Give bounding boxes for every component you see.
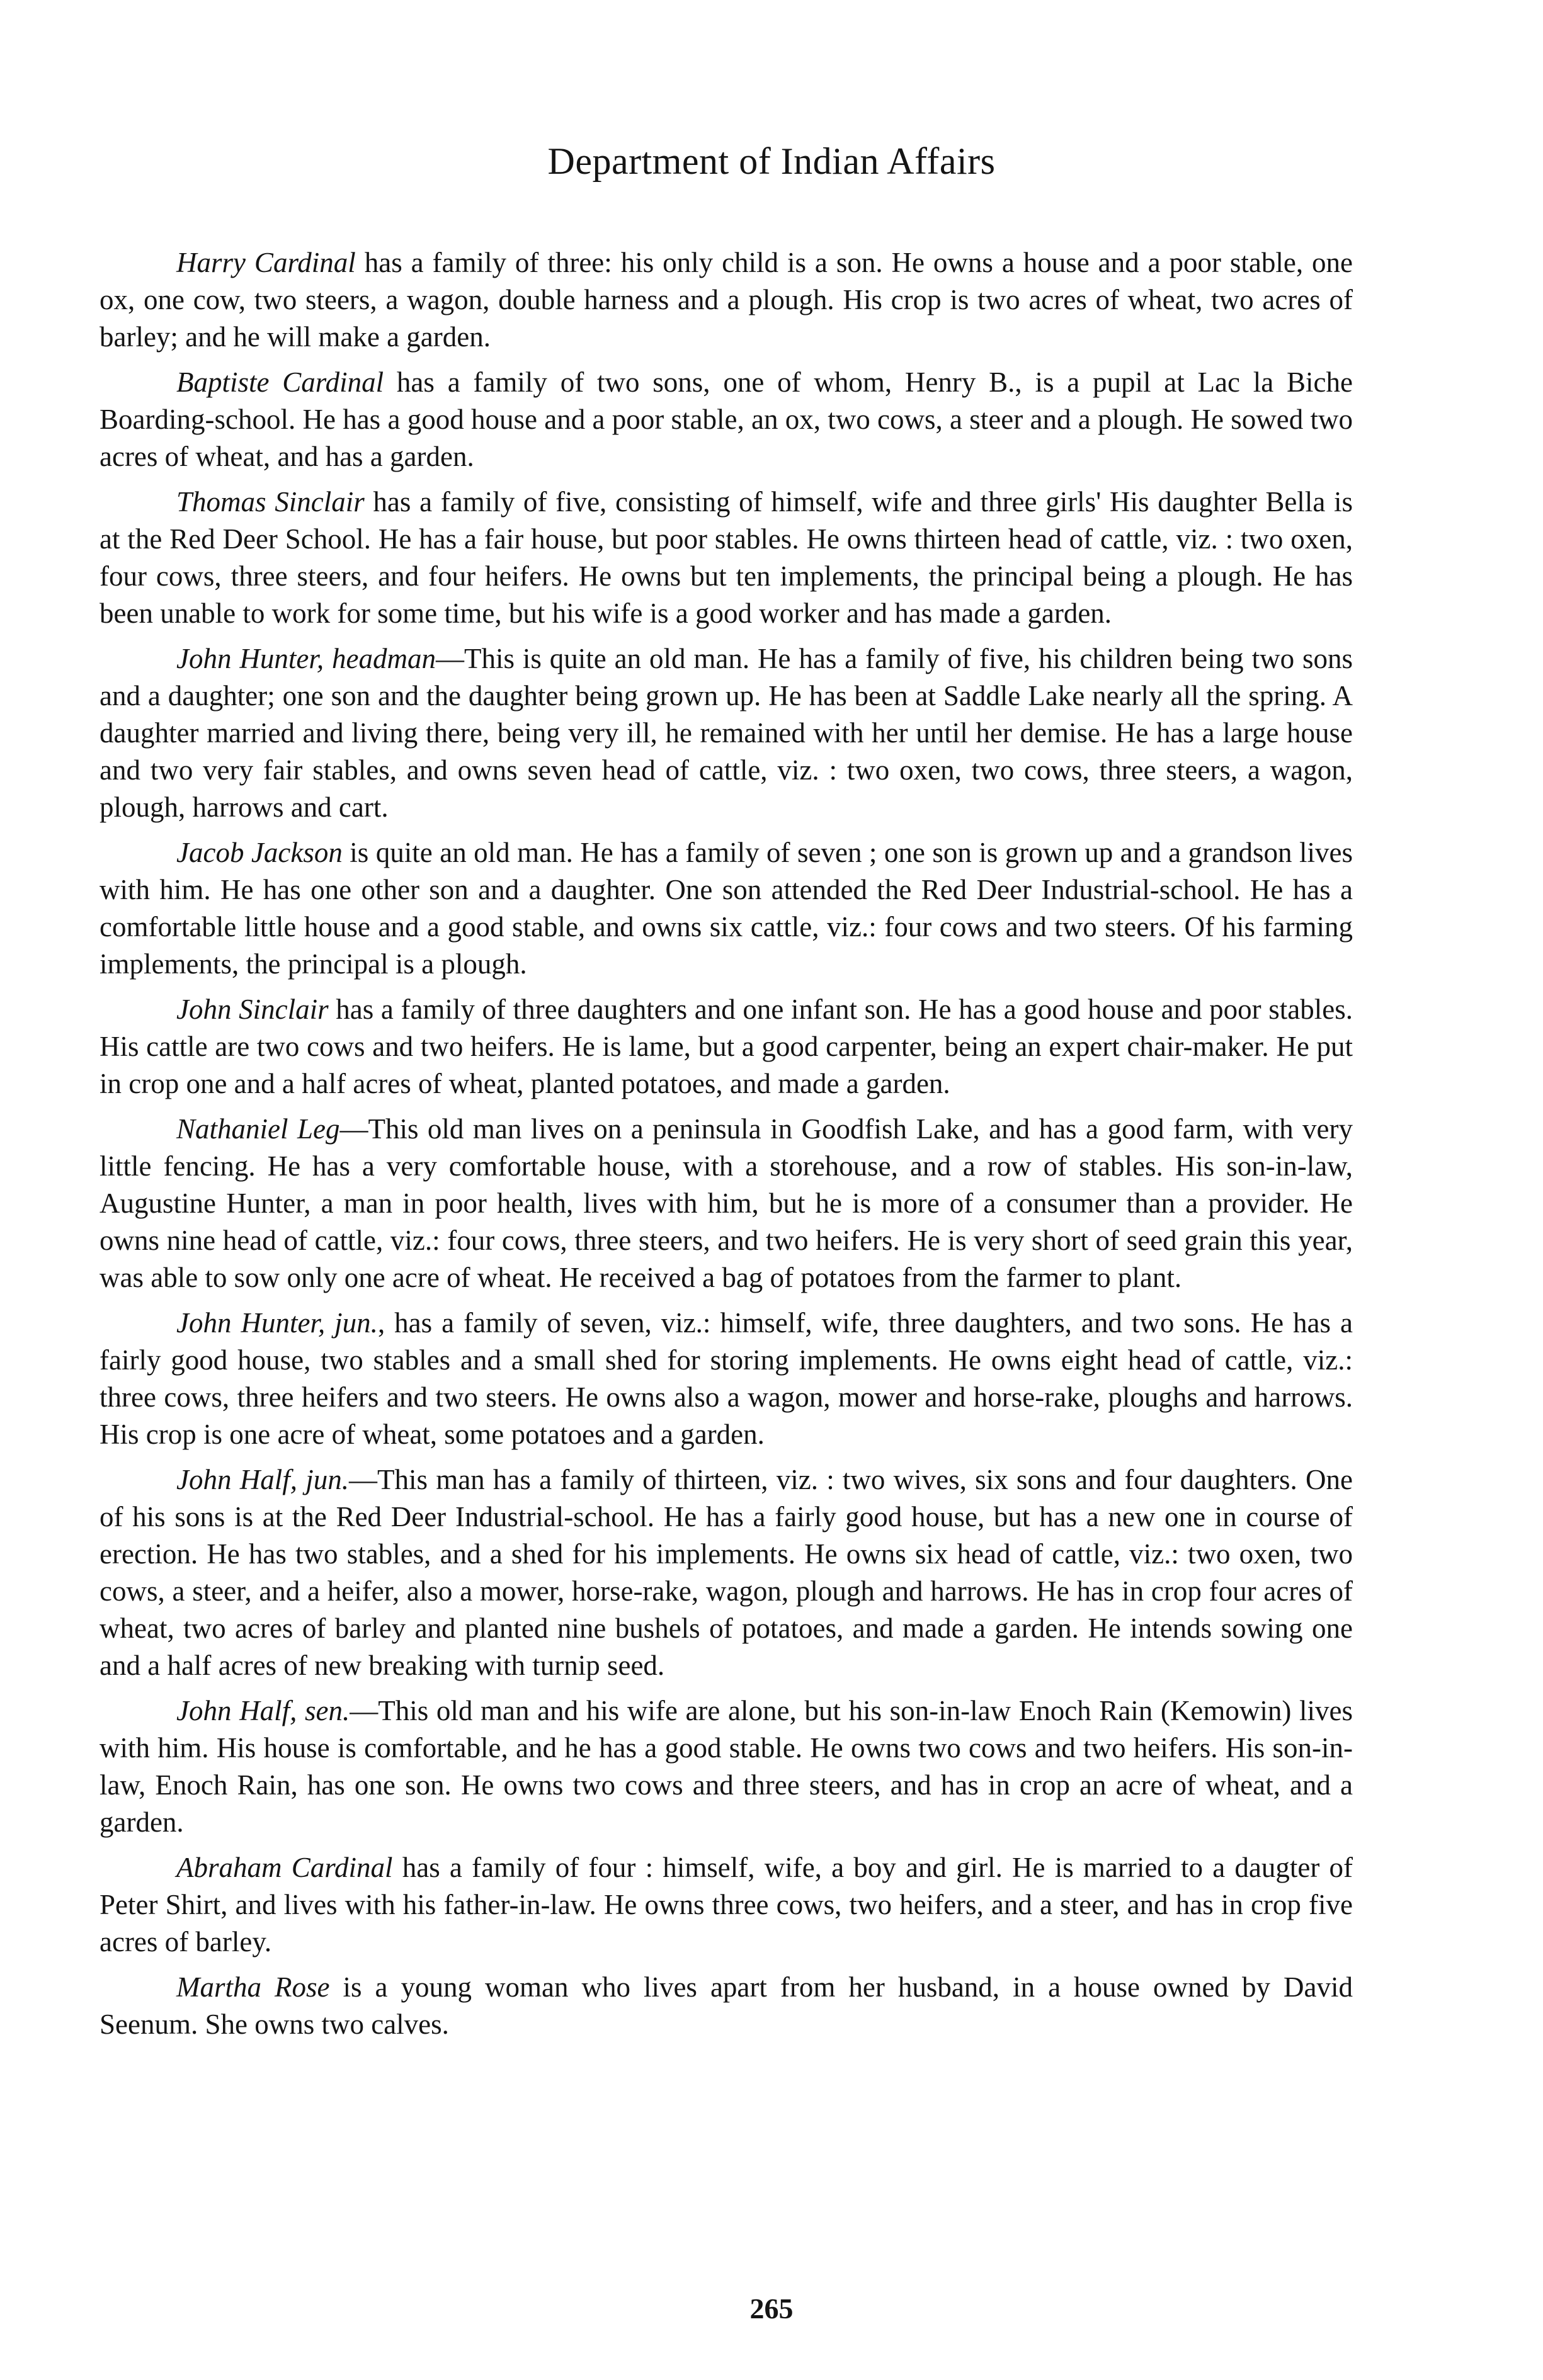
paragraph-john-half-sen [100,1692,1353,1841]
person-name: Jacob Jackson [176,837,343,868]
person-name: Abraham Cardinal [176,1852,393,1883]
paragraph-text: —This old man and his wife are alone, but his son-in-law Enoch Rain (Kemowin) lives with him. His house is comfortable, and he has a good stable. He owns two cows and two heifers. His son-in-law, Enoch Rain, has one son. He owns two cows and three steers, and has in crop an acre of wheat, and a garden. [100,1695,1353,1838]
paragraph-text: —This is quite an old man. He has a family of five, his children being two sons and a daughter; one son and the daughter being grown up. He has been at Saddle Lake nearly all the spring. A daughter married and living there, being very ill, he remained with her until her demise. He has a large house and two very fair stables, and owns seven head of cattle, viz. : two oxen, two cows, three steers, a wagon, plough, harrows and cart. [100,643,1353,823]
paragraph-baptiste-cardinal [100,364,1353,475]
paragraph-text: , has a family of seven, viz.: himself, wife, three daughters, and two sons. He has a fairly good house, two stables and a small shed for storing implements. He owns eight head of cattle, viz.: three cows, three heifers and two steers. He owns also a wagon, mower and horse-rake, ploughs and harrows. His crop is one acre of wheat, some potatoes and a garden. [100,1307,1353,1450]
person-name: Harry Cardinal [176,247,356,278]
page-number: 265 [749,2292,794,2325]
paragraph-john-hunter-jun [100,1305,1353,1453]
person-name: John Half, sen. [176,1695,350,1726]
paragraph-thomas-sinclair [100,484,1353,632]
paragraph-text: —This man has a family of thirteen, viz. : two wives, six sons and four daughters. One of his sons is at the Red Deer Industrial-school. He has a fairly good house, but has a new one in course of erection. He has two stables, and a shed for his implements. He owns six head of cattle, viz.: two oxen, two cows, a steer, and a heifer, also a mower, horse-rake, wagon, plough and harrows. He has in crop four acres of wheat, two acres of barley and planted nine bushels of potatoes, and made a garden. He intends sowing one and a half acres of new breaking with turnip seed. [100,1464,1353,1681]
paragraph-text: has a family of five, consisting of himself, wife and three girls' His daughter Bella is at the Red Deer School. He has a fair house, but poor stables. He owns thirteen head of cattle, viz. : two oxen, four cows, three steers, and four heifers. He owns but ten implements, the principal being a plough. He has been unable to work for some time, but his wife is a good worker and has made a garden. [100,486,1353,629]
paragraph-harry-cardinal [100,244,1353,356]
paragraph-jacob-jackson [100,834,1353,983]
paragraph-abraham-cardinal [100,1849,1353,1961]
paragraph-text: has a family of four : himself, wife, a boy and girl. He is married to a daugter of Peter Shirt, and lives with his father-in-law. He owns three cows, two heifers, and a steer, and has in crop five acres of barley. [100,1852,1353,1958]
paragraph-text: is a young woman who lives apart from her husband, in a house owned by David Seenum. She owns two calves. [100,1971,1353,2040]
paragraph-nathaniel-leg [100,1111,1353,1296]
person-name: John Sinclair [176,994,329,1025]
body-text [100,244,1353,2051]
paragraph-john-hunter-headman [100,640,1353,826]
person-name: John Hunter, headman [176,643,436,674]
person-name: John Half, jun. [176,1464,349,1495]
paragraph-text: has a family of three: his only child is a son. He owns a house and a poor stable, one ox, one cow, two steers, a wagon, double harness and a plough. His crop is two acres of wheat, two acres of barley; and he will make a garden. [100,247,1353,353]
paragraph-john-sinclair [100,991,1353,1102]
person-name: Nathaniel Leg [176,1113,340,1145]
paragraph-text: —This old man lives on a peninsula in Goodfish Lake, and has a good farm, with very little fencing. He has a very comfortable house, with a storehouse, and a row of stables. His son-in-law, Augustine Hunter, a man in poor health, lives with him, but he is more of a consumer than a provider. He owns nine head of cattle, viz.: four cows, three steers, and two heifers. He is very short of seed grain this year, was able to sow only one acre of wheat. He received a bag of potatoes from the farmer to plant. [100,1113,1353,1293]
paragraph-martha-rose [100,1969,1353,2043]
paragraph-john-half-jun [100,1461,1353,1684]
person-name: John Hunter, jun. [176,1307,378,1339]
person-name: Thomas Sinclair [176,486,365,518]
paragraph-text: is quite an old man. He has a family of seven ; one son is grown up and a grandson lives with him. He has one other son and a daughter. One son attended the Red Deer Industrial-school. He has a comfortable little house and a good stable, and owns six cattle, viz.: four cows and two steers. Of his farming implements, the principal is a plough. [100,837,1353,980]
person-name: Baptiste Cardinal [176,366,384,398]
person-name: Martha Rose [176,1971,330,2003]
paragraph-text: has a family of two sons, one of whom, Henry B., is a pupil at Lac la Biche Boarding-school. He has a good house and a poor stable, an ox, two cows, a steer and a plough. He sowed two acres of wheat, and has a garden. [100,366,1353,472]
page-header-title: Department of Indian Affairs [547,140,996,182]
paragraph-text: has a family of three daughters and one infant son. He has a good house and poor stables. His cattle are two cows and two heifers. He is lame, but a good carpenter, being an expert chair-maker. He put in crop one and a half acres of wheat, planted potatoes, and made a garden. [100,994,1353,1099]
